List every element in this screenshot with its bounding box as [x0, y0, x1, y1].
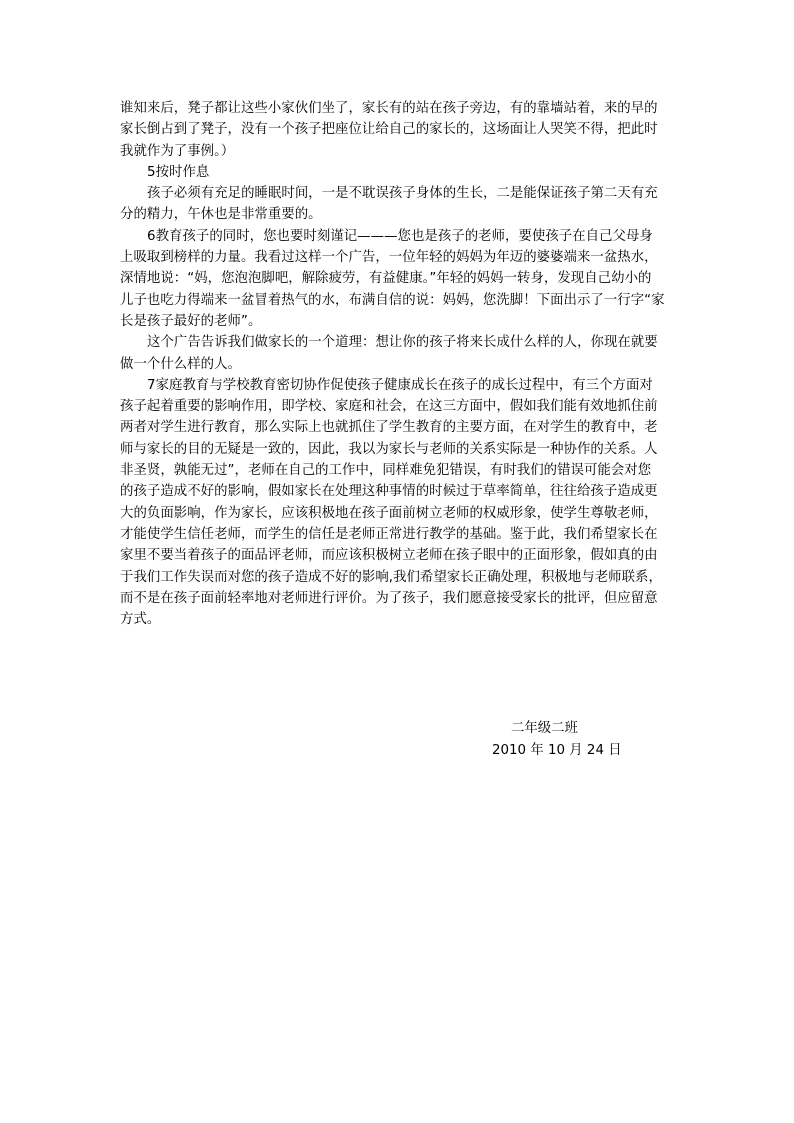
text-line: 而不是在孩子面前轻率地对老师进行评价。为了孩子，我们愿意接受家长的批评，但应留意	[120, 590, 658, 606]
text-line: 方式。	[120, 612, 161, 628]
text-line: 于我们工作失误而对您的孩子造成不好的影响,我们希望家长正确处理，积极地与老师联系，	[120, 569, 662, 585]
text-line: 这个广告告诉我们做家长的一个道理：想让你的孩子将来长成什么样的人，你现在就要	[147, 335, 658, 351]
text-line: 两者对学生进行教育，那么实际上也就抓住了学生教育的主要方面，在对学生的教育中，老	[120, 420, 658, 436]
text-line: 的孩子造成不好的影响，假如家长在处理这种事情的时候过于草率简单，往往给孩子造成更	[120, 484, 658, 500]
text-line: 孩子起着重要的影响作用，即学校、家庭和社会，在这三方面中，假如我们能有效地抓住前	[120, 399, 658, 415]
text-line: 才能使学生信任老师，而学生的信任是老师正常进行教学的基础。鉴于此，我们希望家长在	[120, 526, 658, 542]
text-line: 儿子也吃力得端来一盆冒着热气的水，布满自信的说：妈妈，您洗脚！下面出示了一行字“家	[120, 292, 665, 308]
text-line: 家长倒占到了凳子，没有一个孩子把座位让给自己的家长的，这场面让人哭笑不得，把此时	[120, 122, 658, 138]
document-body	[120, 98, 676, 630]
text-line: 家里不要当着孩子的面品评老师，而应该积极树立老师在孩子眼中的正面形象，假如真的由	[120, 548, 658, 564]
signature-date: 2010 年 10 月 24 日	[492, 742, 622, 758]
text-line: 做一个什么样的人。	[120, 356, 241, 372]
text-line: 师与家长的目的无疑是一致的，因此，我以为家长与老师的关系实际是一种协作的关系。人	[120, 441, 658, 457]
text-line: 分的精力，午休也是非常重要的。	[120, 207, 322, 223]
text-line: 孩子必须有充足的睡眠时间，一是不耽误孩子身体的生长，二是能保证孩子第二天有充	[147, 186, 658, 202]
text-line: 长是孩子最好的老师”。	[120, 313, 262, 329]
class-name: 二年级二班	[511, 721, 578, 736]
text-line: 上吸取到榜样的力量。我看过这样一个广告，一位年轻的妈妈为年迈的婆婆端来一盆热水，	[120, 250, 658, 266]
section-heading: 6教育孩子的同时，您也要时刻谨记———您也是孩子的老师，要使孩子在自己父母身	[147, 228, 653, 244]
signature-block	[470, 718, 630, 761]
text-line: 非圣贤，孰能无过”，老师在自己的工作中，同样难免犯错误，有时我们的错误可能会对您	[120, 463, 652, 479]
text-line: 谁知来后，凳子都让这些小家伙们坐了，家长有的站在孩子旁边，有的靠墙站着，来的早的	[120, 101, 658, 116]
section-heading: 7家庭教育与学校教育密切协作促使孩子健康成长在孩子的成长过程中，有三个方面对	[147, 377, 653, 393]
text-line: 大的负面影响，作为家长，应该积极地在孩子面前树立老师的权威形象，使学生尊敬老师，	[120, 505, 658, 521]
section-heading: 5按时作息	[147, 164, 210, 180]
text-line: 深情地说：“妈，您泡泡脚吧，解除疲劳，有益健康。”年轻的妈妈一转身，发现自己幼小的	[120, 271, 652, 287]
text-line: 我就作为了事例。）	[120, 143, 235, 159]
